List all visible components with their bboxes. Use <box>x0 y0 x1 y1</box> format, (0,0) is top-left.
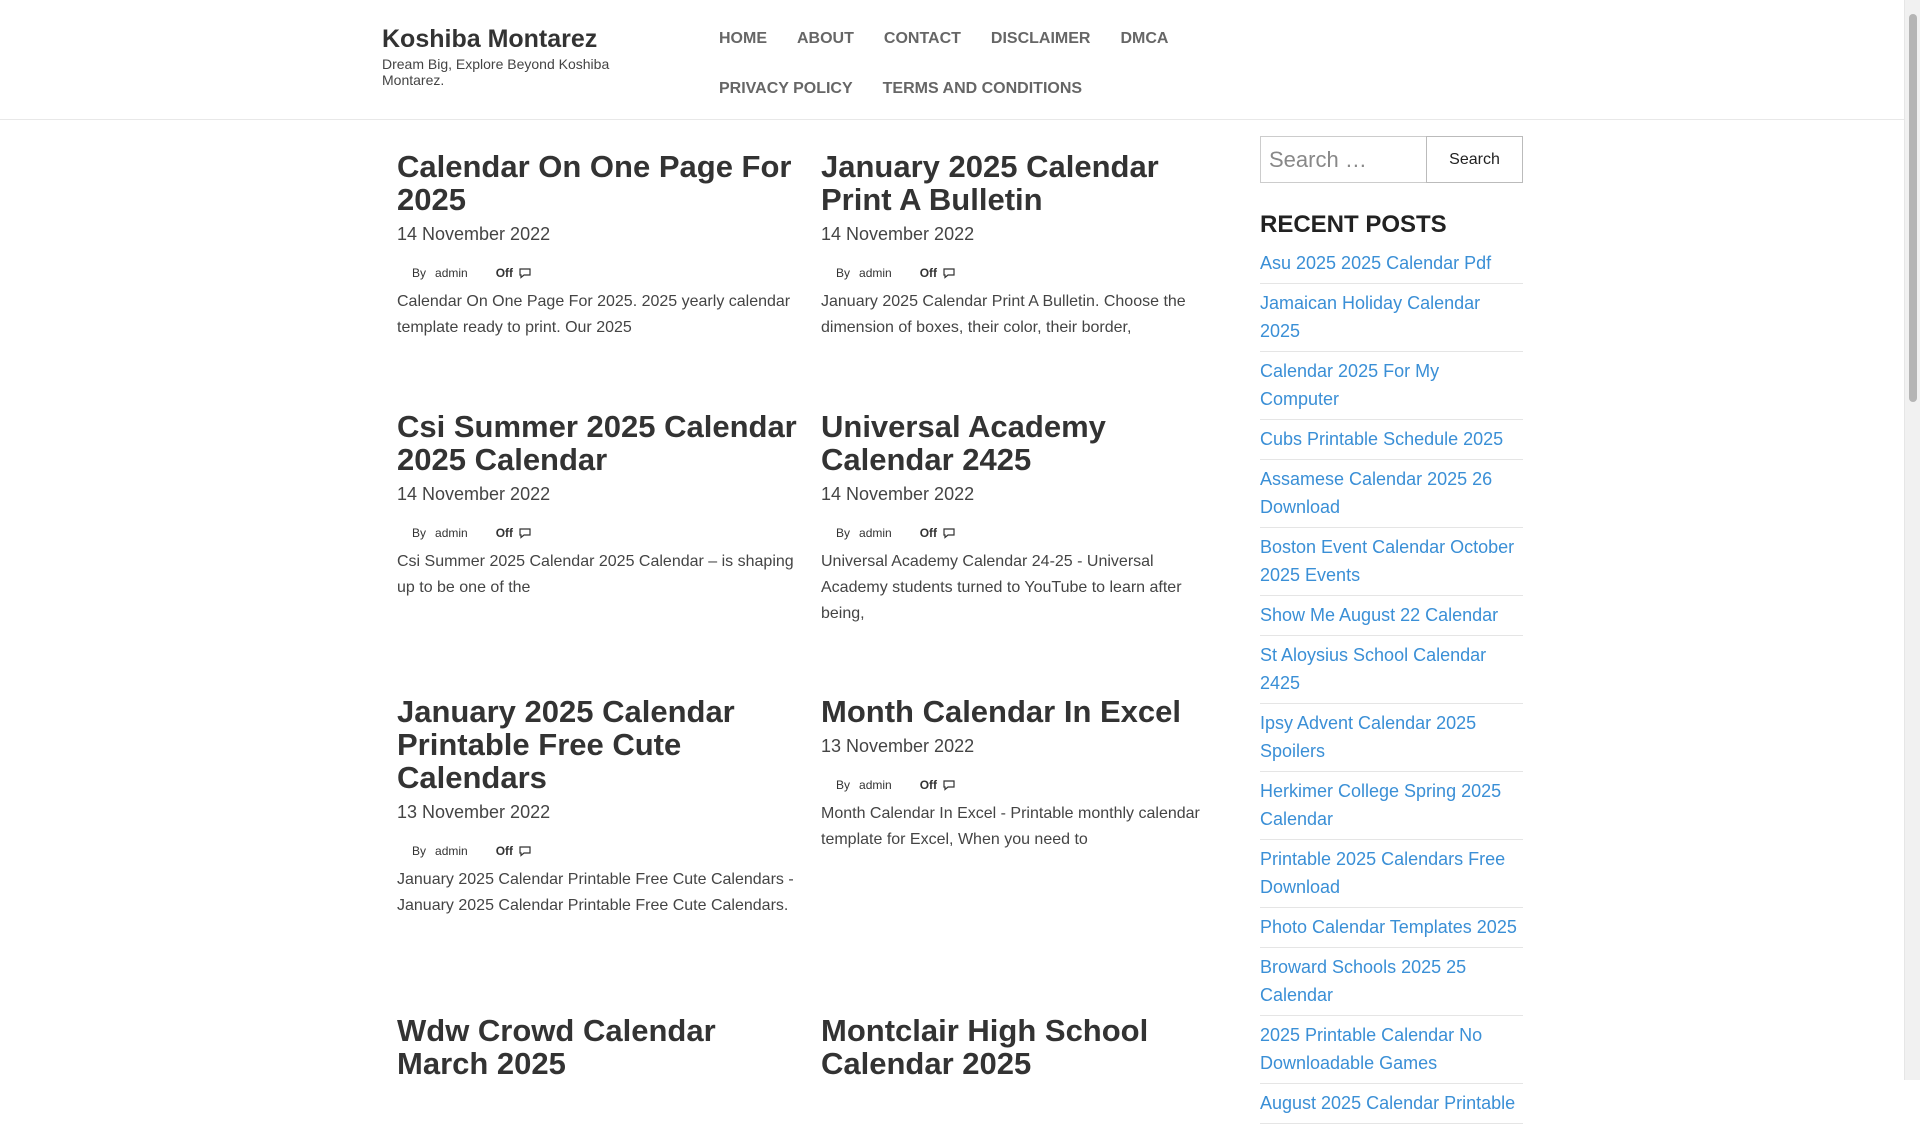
recent-post-link[interactable]: Broward Schools 2025 25 Calendar <box>1260 957 1467 1005</box>
post-title[interactable]: Month Calendar In Excel <box>821 694 1182 729</box>
post-author-link[interactable]: admin <box>859 266 892 280</box>
post-date: 13 November 2022 <box>821 736 975 756</box>
nav-privacy-policy[interactable]: PRIVACY POLICY <box>719 80 853 97</box>
post-meta <box>821 265 1221 281</box>
post-excerpt: Universal Academy Calendar 24-25 - Universal Academy students turned to YouTube to learn after being, <box>821 553 1182 622</box>
recent-post-link[interactable]: St Aloysius School Calendar 2425 <box>1260 645 1487 693</box>
list-item <box>1260 1016 1523 1084</box>
recent-post-link[interactable]: Show Me August 22 Calendar <box>1260 605 1499 625</box>
recent-post-link[interactable]: Asu 2025 2025 Calendar Pdf <box>1260 253 1492 273</box>
post-comments-status: Off <box>919 266 938 280</box>
post-title[interactable]: January 2025 Calendar Printable Free Cute Calendars <box>397 694 735 795</box>
search-button[interactable]: Search <box>1426 136 1523 183</box>
list-item <box>1260 704 1523 772</box>
main-navigation <box>704 14 1344 114</box>
post-card <box>397 150 797 341</box>
comment-icon <box>519 845 531 857</box>
post-excerpt: January 2025 Calendar Print A Bulletin. Choose the dimension of boxes, their color, their border, <box>821 293 1186 336</box>
recent-post-link[interactable]: Cubs Printable Schedule 2025 <box>1260 429 1504 449</box>
list-item <box>1260 249 1523 284</box>
post-meta <box>397 525 797 541</box>
post-date: 14 November 2022 <box>821 484 975 504</box>
list-item <box>1260 908 1523 948</box>
post-author-link[interactable]: admin <box>435 266 468 280</box>
recent-post-link[interactable]: 2025 Printable Calendar No Downloadable Games <box>1260 1025 1483 1073</box>
comment-icon <box>943 779 955 791</box>
post-date: 14 November 2022 <box>397 224 551 244</box>
nav-terms-and-conditions[interactable]: TERMS AND CONDITIONS <box>882 80 1083 97</box>
post-card <box>821 410 1221 627</box>
post-by-label: By <box>412 844 427 858</box>
post-excerpt: Month Calendar In Excel - Printable monthly calendar template for Excel, When you need to <box>821 805 1200 848</box>
site-header <box>0 0 1904 120</box>
recent-post-link[interactable]: Calendar 2025 For My Computer <box>1260 361 1440 409</box>
list-item <box>1260 596 1523 636</box>
post-excerpt: Csi Summer 2025 Calendar 2025 Calendar – is shaping up to be one of the <box>397 553 794 596</box>
list-item <box>1260 352 1523 420</box>
post-excerpt: Calendar On One Page For 2025. 2025 yearly calendar template ready to print. Our 2025 <box>397 293 791 336</box>
post-title[interactable]: Calendar On One Page For 2025 <box>397 149 792 217</box>
comment-icon <box>519 527 531 539</box>
list-item <box>1260 772 1523 840</box>
scrollbar-thumb[interactable] <box>1909 14 1917 402</box>
site-description: Dream Big, Explore Beyond Koshiba Montarez. <box>382 56 610 88</box>
list-item <box>1260 528 1523 596</box>
post-title[interactable]: Csi Summer 2025 Calendar 2025 Calendar <box>397 409 797 477</box>
post-by-label: By <box>836 266 851 280</box>
nav-contact[interactable]: CONTACT <box>883 30 961 47</box>
nav-home[interactable]: HOME <box>719 30 767 47</box>
post-comments-status: Off <box>919 526 938 540</box>
post-by-label: By <box>836 778 851 792</box>
post-date: 14 November 2022 <box>821 224 975 244</box>
post-meta <box>397 265 797 281</box>
post-meta <box>821 525 1221 541</box>
list-item <box>1260 284 1523 352</box>
recent-post-link[interactable]: Printable 2025 Calendars Free Download <box>1260 849 1506 897</box>
recent-post-link[interactable]: Herkimer College Spring 2025 Calendar <box>1260 781 1502 829</box>
nav-disclaimer[interactable]: DISCLAIMER <box>990 30 1091 47</box>
recent-post-link[interactable]: August 2025 Calendar Printable <box>1260 1093 1516 1113</box>
post-comments-status: Off <box>919 778 938 792</box>
post-title[interactable]: January 2025 Calendar Print A Bulletin <box>821 149 1159 217</box>
recent-posts-list <box>1260 249 1523 1124</box>
site-title-link[interactable]: Koshiba Montarez <box>382 25 598 53</box>
post-comments-status: Off <box>495 266 514 280</box>
recent-post-link[interactable]: Jamaican Holiday Calendar 2025 <box>1260 293 1481 341</box>
search-form <box>1260 136 1523 183</box>
post-title[interactable]: Wdw Crowd Calendar March 2025 <box>397 1013 716 1081</box>
recent-post-link[interactable]: Assamese Calendar 2025 26 Download <box>1260 469 1493 517</box>
post-by-label: By <box>412 526 427 540</box>
post-comments-status: Off <box>495 844 514 858</box>
post-author-link[interactable]: admin <box>435 526 468 540</box>
post-card <box>397 410 797 601</box>
post-title[interactable]: Montclair High School Calendar 2025 <box>821 1013 1149 1081</box>
post-comments-status: Off <box>495 526 514 540</box>
post-date: 13 November 2022 <box>397 802 551 822</box>
post-author-link[interactable]: admin <box>859 526 892 540</box>
sidebar <box>1260 136 1523 1124</box>
recent-posts-title: RECENT POSTS <box>1260 211 1447 238</box>
post-card <box>397 1014 797 1080</box>
search-input[interactable] <box>1260 136 1426 183</box>
post-card <box>821 1014 1221 1080</box>
post-by-label: By <box>412 266 427 280</box>
nav-about[interactable]: ABOUT <box>797 30 854 47</box>
post-excerpt: January 2025 Calendar Printable Free Cute Calendars - January 2025 Calendar Printable Free Cute Calendars. <box>397 871 794 914</box>
recent-post-link[interactable]: Boston Event Calendar October 2025 Events <box>1260 537 1515 585</box>
list-item <box>1260 460 1523 528</box>
nav-dmca[interactable]: DMCA <box>1120 30 1169 47</box>
post-card <box>821 695 1221 853</box>
post-date: 14 November 2022 <box>397 484 551 504</box>
post-author-link[interactable]: admin <box>859 778 892 792</box>
comment-icon <box>943 267 955 279</box>
comment-icon <box>943 527 955 539</box>
comment-icon <box>519 267 531 279</box>
post-author-link[interactable]: admin <box>435 844 468 858</box>
page-scrollbar[interactable] <box>1904 0 1920 1080</box>
post-meta <box>397 843 797 859</box>
post-meta <box>821 777 1221 793</box>
list-item <box>1260 420 1523 460</box>
list-item <box>1260 840 1523 908</box>
recent-post-link[interactable]: Photo Calendar Templates 2025 <box>1260 917 1517 937</box>
post-card <box>397 695 797 919</box>
list-item <box>1260 1084 1523 1124</box>
post-title[interactable]: Universal Academy Calendar 2425 <box>821 409 1106 477</box>
list-item <box>1260 948 1523 1016</box>
recent-post-link[interactable]: Ipsy Advent Calendar 2025 Spoilers <box>1260 713 1477 761</box>
post-card <box>821 150 1221 341</box>
list-item <box>1260 636 1523 704</box>
post-by-label: By <box>836 526 851 540</box>
site-branding <box>382 24 642 88</box>
